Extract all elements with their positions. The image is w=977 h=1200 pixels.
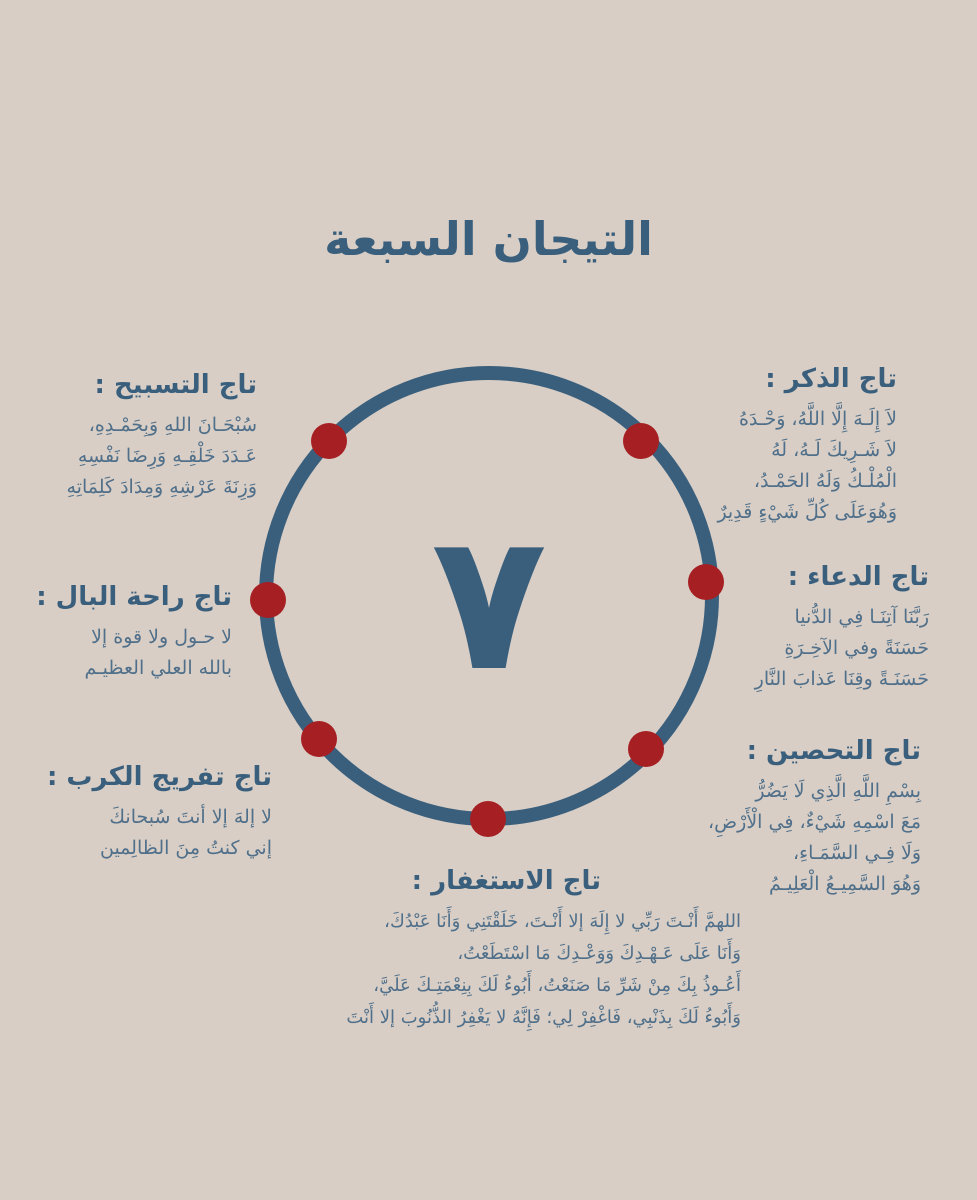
crown-dhikr-text: لاَ إِلَـهَ إِلَّا اللَّهُ، وَحْـدَهُ لاَ شَـرِيكَ لَـهُ، لَهُ الْمُلْـكُ وَلَهُ الحَمْـدُ، وَهُوَعَلَى كُلِّ شَيْءٍ قَدِيرٌ bbox=[717, 408, 897, 523]
crown-tasbih-heading: تاج التسبيح : bbox=[94, 370, 257, 400]
dot-raha bbox=[250, 582, 286, 618]
crown-kurab-heading: تاج تفريج الكرب : bbox=[46, 762, 272, 792]
dot-tahseen bbox=[628, 731, 664, 767]
crown-raha-text: لا حـول ولا قوة إلا بالله العلي العظيـم bbox=[84, 626, 232, 679]
crown-kurab bbox=[12, 762, 272, 864]
crown-istighfar-heading: تاج الاستغفار : bbox=[411, 866, 601, 896]
crown-dua bbox=[699, 562, 929, 695]
crown-istighfar bbox=[221, 866, 741, 1034]
crown-tasbih bbox=[17, 370, 257, 503]
center-number: ٧ bbox=[431, 492, 547, 713]
dot-tasbih bbox=[311, 423, 347, 459]
crown-kurab-text: لا إلهَ إلا أنتَ سُبحانكَ إني كنتُ مِنَ الظالِمين bbox=[99, 806, 272, 859]
crown-dhikr bbox=[637, 364, 897, 528]
crown-dua-heading: تاج الدعاء : bbox=[787, 562, 929, 592]
crown-tahseen-heading: تاج التحصين : bbox=[746, 736, 921, 766]
dot-istighfar bbox=[470, 801, 506, 837]
page-title: التيجان السبعة bbox=[324, 212, 653, 266]
crown-raha bbox=[12, 582, 232, 684]
crown-dhikr-heading: تاج الذكر : bbox=[765, 364, 897, 394]
dot-kurab bbox=[301, 721, 337, 757]
crown-tasbih-text: سُبْحَـانَ اللهِ وَبِحَمْـدِهِ، عَـدَدَ خَلْقِـهِ وَرِضَا نَفْسِهِ وَزِنَةَ عَرْشِهِ وَمِدَادَ كَلِمَاتِهِ bbox=[66, 414, 257, 498]
crown-tahseen-text: بِسْمِ اللَّهِ الَّذِي لَا يَضُرُّ مَعَ اسْمِهِ شَيْءٌ، فِي الْأَرْضِ، وَلَا فِـي السَّمَـاءِ، وَهُوَ السَّمِيـعُ الْعَلِيـمُ bbox=[708, 780, 921, 895]
crown-raha-heading: تاج راحة البال : bbox=[36, 582, 232, 612]
crown-dua-text: رَبَّنَا آتِنَـا فِي الدُّنيا حَسَنَةً وفي الآخِـرَةِ حَسَنَـةً وقِنَا عَذابَ النَّارِ bbox=[754, 606, 929, 690]
crown-istighfar-text: اللهمَّ أَنْـتَ رَبِّي لا إِلَهَ إلا أَنْـتَ، خَلَقْتَنِي وَأَنَا عَبْدُكَ، وَأَنَا عَلَى عَـهْـدِكَ وَوَعْـدِكَ مَا اسْتَطَعْتُ، أَعُـوذُ بِكَ مِنْ شَرِّ مَا صَنَعْتُ، أَبُوءُ لَكَ بِنِعْمَتِـكَ عَلَيَّ، وَأَبُوءُ لَكَ بِذَنْبِي، فَاغْفِرْ لِي؛ فَإِنَّهُ لا يَغْفِرُ الذُّنُوبَ إلا أَنْتَ bbox=[346, 911, 741, 1028]
